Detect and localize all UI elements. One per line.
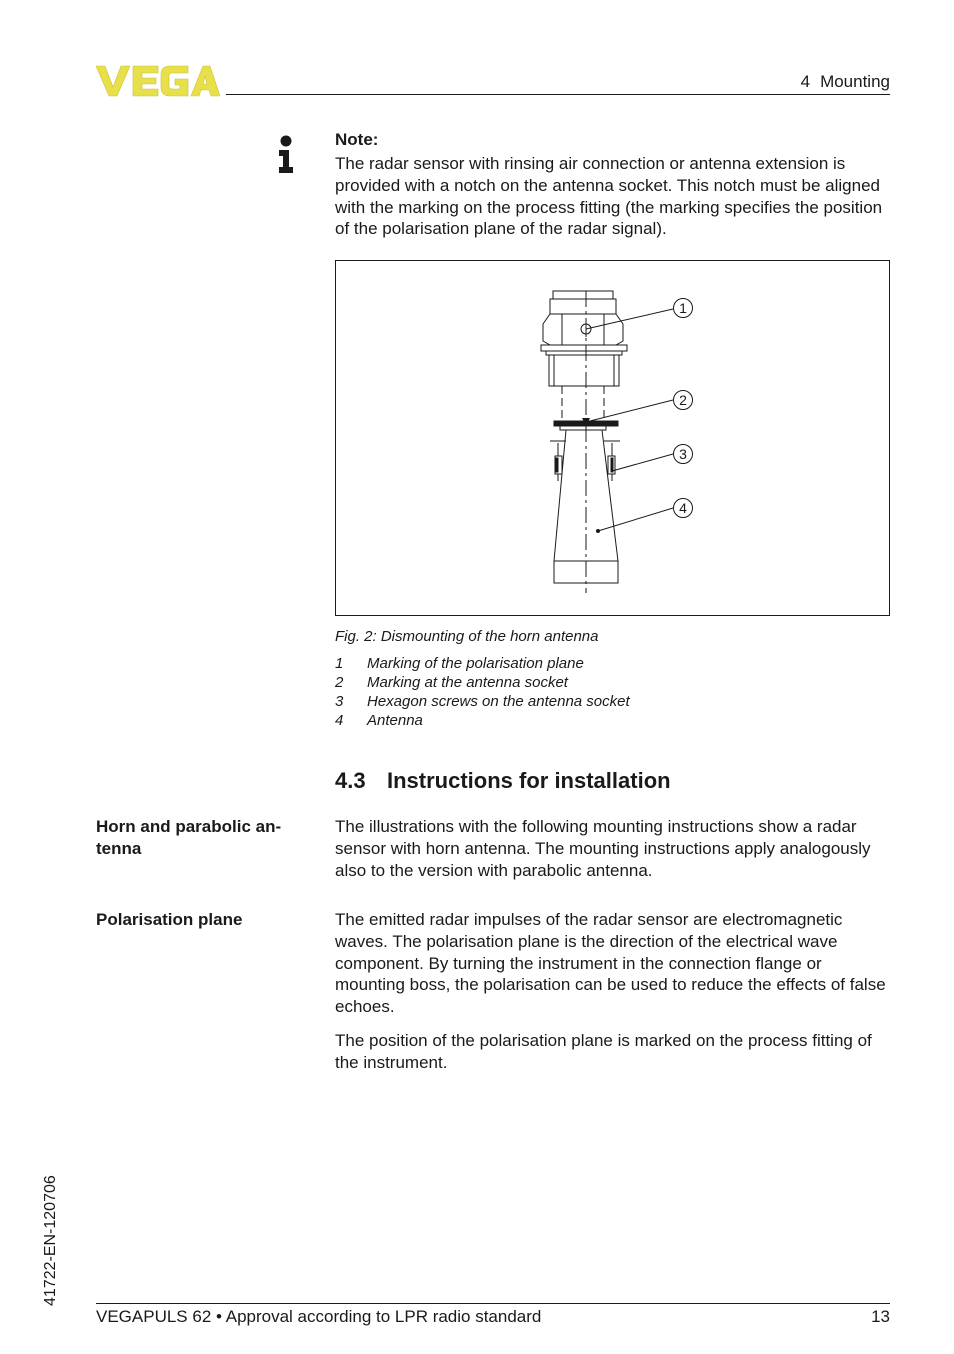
paragraph-horn-antenna: The illustrations with the following mounting instructions show a radar sensor with horn antenna. The mounting instructions apply analogously also to the version with parabolic antenna.	[335, 817, 871, 880]
legend-item	[335, 711, 630, 730]
section-heading	[335, 768, 671, 794]
legend-number: 2	[335, 674, 344, 691]
document-code: 41722-EN-120706	[42, 1175, 59, 1306]
info-icon	[276, 135, 296, 175]
legend-item	[335, 654, 630, 673]
running-header-title: Mounting	[820, 72, 890, 91]
section-title: Instructions for installation	[387, 768, 671, 793]
section-number: 4.3	[335, 768, 366, 793]
side-label-horn-antenna: Horn and parabolic an- tenna	[96, 817, 282, 858]
horn-antenna-drawing	[336, 261, 889, 615]
figure-legend	[335, 654, 630, 730]
callout-4: 4	[679, 500, 687, 516]
legend-text: Antenna	[367, 712, 423, 729]
side-label-polarisation: Polarisation plane	[96, 910, 243, 929]
vega-logo	[96, 64, 220, 98]
legend-text: Marking at the antenna socket	[367, 674, 568, 691]
figure-caption: Fig. 2: Dismounting of the horn antenna	[335, 628, 599, 645]
running-header	[801, 72, 890, 92]
note-text: The radar sensor with rinsing air connection or antenna extension is provided with a notch on the antenna socket. This notch must be aligned with the marking on the process fitting (the marking specifies the position of the polarisation plane of the radar signal).	[335, 154, 883, 239]
paragraph-polarisation-1: The emitted radar impulses of the radar sensor are electromagnetic waves. The polarisation plane is the direction of the electrical wave component. By turning the instrument in the connection flange or mounting boss, the polarisation can be used to reduce the effects of false echoes.	[335, 910, 886, 1017]
header-rule	[226, 94, 890, 95]
footer-text: VEGAPULS 62 • Approval according to LPR radio standard	[96, 1307, 542, 1326]
figure-horn-antenna	[335, 260, 890, 616]
legend-item	[335, 692, 630, 711]
callout-3: 3	[679, 446, 687, 462]
page-number: 13	[871, 1307, 890, 1326]
legend-number: 3	[335, 693, 344, 710]
legend-text: Hexagon screws on the antenna socket	[367, 693, 630, 710]
running-header-number: 4	[800, 72, 811, 91]
legend-item	[335, 673, 630, 692]
legend-number: 4	[335, 712, 344, 729]
legend-number: 1	[335, 655, 344, 672]
paragraph-polarisation-2: The position of the polarisation plane is marked on the process fitting of the instrument.	[335, 1031, 872, 1072]
legend-text: Marking of the polarisation plane	[367, 655, 584, 672]
footer-rule	[96, 1303, 890, 1304]
callout-2: 2	[679, 392, 687, 408]
callout-1: 1	[679, 300, 687, 316]
note-title: Note:	[335, 130, 379, 149]
